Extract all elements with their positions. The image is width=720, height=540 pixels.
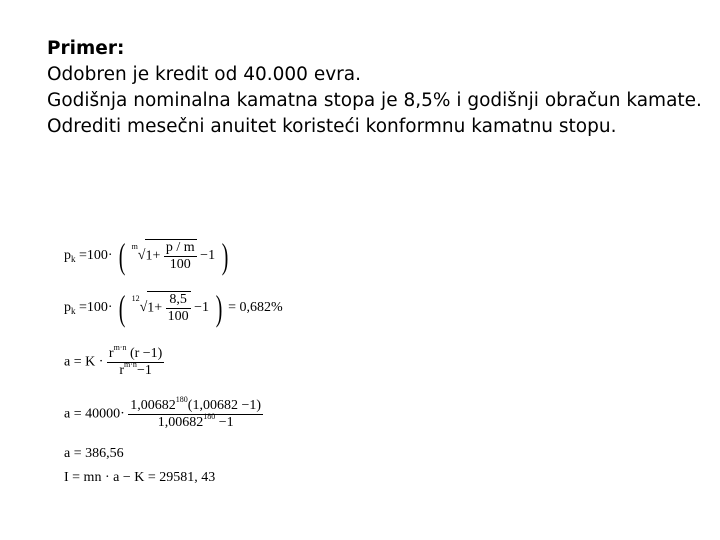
root-sign-icon: √	[137, 248, 146, 264]
formula-conform-rate-general: $p_k =100\cdot$ ( $^m$√1+ $\frac{p / m}{100}$ −1 )	[64, 236, 228, 276]
problem-text	[47, 36, 705, 140]
formula-annuity-value: a = 40000· $\frac{1,00682^{180}(1,00682 -1)}{1,00682^{180} -1}$	[64, 395, 262, 430]
formula-block	[64, 228, 364, 498]
example-heading: Primer:	[47, 38, 125, 59]
root-sign-icon: √	[139, 300, 148, 316]
formula-interest-total: I = mn · a − K = 29581, 43	[64, 470, 216, 485]
formula-conform-rate-value: $p_k =100\cdot$ ( $^{12}$√1+ $\frac{8,5}{100}$ −1 ) = 0,682%	[64, 288, 283, 328]
interest-rate-line: Godišnja nominalna kamatna stopa je 8,5% i godišnji obračun kamate.	[47, 90, 702, 111]
formula-annuity-result: a = 386,56	[64, 446, 124, 461]
loan-amount-line: Odobren je kredit od 40.000 evra.	[47, 64, 361, 85]
task-line: Odrediti mesečni anuitet koristeći konformnu kamatnu stopu.	[47, 116, 617, 137]
formula-annuity-general: a = K · $\frac{r^{m\cdot n} (r -1)}{r^{m\cdot n}-1}$	[64, 343, 163, 378]
